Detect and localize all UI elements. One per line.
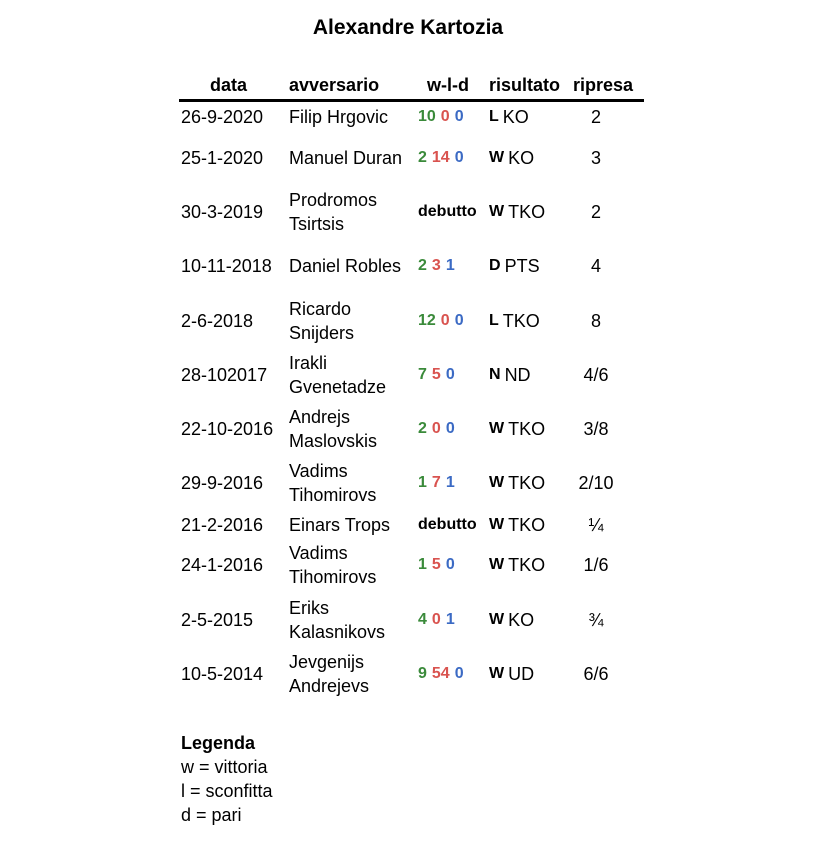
date-cell: 21-2-2016 (181, 515, 264, 535)
opponent-cell: Manuel Duran (289, 148, 403, 168)
result-letter: W (489, 420, 505, 437)
opponent-cell: Andrejs Maslovskis (289, 407, 378, 451)
losses-count: 14 (431, 149, 450, 166)
opponent-cell: Einars Trops (289, 515, 391, 535)
wins-count: 2 (418, 420, 427, 437)
wins-count: 2 (418, 149, 427, 166)
result-method: UD (508, 664, 535, 684)
table-row (0, 404, 816, 454)
legend-item-d: d = pari (181, 805, 242, 825)
losses-count: 0 (440, 312, 450, 329)
wins-count: 1 (418, 474, 427, 491)
result-cell (489, 458, 545, 508)
draws-count: 1 (445, 474, 455, 491)
round-cell: 2 (590, 107, 601, 127)
losses-count: 7 (431, 474, 441, 491)
draws-count: 1 (445, 611, 455, 628)
losses-count: 5 (431, 556, 441, 573)
result-cell (489, 404, 545, 454)
table-row (0, 540, 816, 590)
draws-count: 0 (445, 366, 455, 383)
losses-count: 5 (431, 366, 441, 383)
result-letter: W (489, 474, 505, 491)
opponent-cell: Ricardo Snijders (289, 299, 355, 343)
result-method: ND (504, 365, 531, 385)
opponent-cell: Daniel Robles (289, 256, 402, 276)
result-letter: W (489, 665, 505, 682)
date-cell: 10-5-2014 (181, 664, 264, 684)
result-cell (489, 512, 545, 538)
table-row (0, 649, 816, 699)
opponent-cell: Jevgenijs Andrejevs (289, 652, 370, 696)
result-cell (489, 350, 531, 400)
debut-label: debutto (418, 203, 477, 220)
result-cell (489, 595, 534, 645)
opponent-cell: Vadims Tihomirovs (289, 543, 377, 587)
result-cell (489, 241, 540, 291)
draws-count: 0 (445, 556, 455, 573)
draws-count: 0 (445, 420, 455, 437)
wld-cell (418, 595, 455, 645)
round-cell: 4/6 (583, 365, 609, 385)
wins-count: 1 (418, 556, 427, 573)
result-cell (489, 540, 545, 590)
legend-title: Legenda (181, 733, 256, 753)
losses-count: 0 (431, 611, 441, 628)
table-row (0, 458, 816, 508)
result-letter: W (489, 149, 505, 166)
wins-count: 12 (418, 312, 436, 329)
result-method: TKO (502, 311, 540, 331)
draws-count: 1 (445, 257, 455, 274)
opponent-cell: Prodromos Tsirtsis (289, 190, 378, 234)
debut-label: debutto (418, 516, 477, 533)
table-row (0, 296, 816, 346)
round-cell: 3/8 (583, 419, 609, 439)
opponent-cell: Irakli Gvenetadze (289, 353, 387, 397)
wld-cell (418, 540, 455, 590)
table-row (0, 595, 816, 645)
round-cell: 1/6 (583, 555, 609, 575)
date-cell: 30-3-2019 (181, 202, 264, 222)
date-cell: 28-102017 (181, 365, 268, 385)
wins-count: 2 (418, 257, 427, 274)
losses-count: 3 (431, 257, 441, 274)
result-method: TKO (508, 473, 546, 493)
result-cell (489, 104, 529, 130)
round-cell: 8 (590, 311, 601, 331)
result-cell (489, 296, 540, 346)
round-cell: 2/10 (578, 473, 614, 493)
header-ripresa: ripresa (573, 75, 634, 95)
result-method: TKO (508, 555, 546, 575)
legend-item-l: l = sconfitta (181, 781, 273, 801)
wld-cell (418, 649, 464, 699)
round-cell: ¼ (588, 515, 604, 535)
result-method: KO (508, 610, 535, 630)
opponent-cell: Filip Hrgovic (289, 107, 389, 127)
draws-count: 0 (454, 312, 464, 329)
wld-cell (418, 458, 455, 508)
round-cell: ¾ (588, 610, 604, 630)
date-cell: 22-10-2016 (181, 419, 274, 439)
losses-count: 0 (431, 420, 441, 437)
date-cell: 10-11-2018 (181, 256, 272, 276)
result-letter: N (489, 366, 501, 383)
round-cell: 6/6 (583, 664, 609, 684)
result-method: TKO (508, 202, 546, 222)
result-method: KO (502, 107, 529, 127)
result-cell (489, 187, 545, 237)
opponent-cell: Eriks Kalasnikovs (289, 598, 386, 642)
legend-item-w: w = vittoria (181, 757, 268, 777)
result-method: KO (508, 148, 535, 168)
losses-count: 54 (431, 665, 450, 682)
round-cell: 2 (590, 202, 601, 222)
result-method: PTS (504, 256, 540, 276)
draws-count: 0 (454, 108, 464, 125)
wld-cell (418, 296, 464, 346)
result-letter: L (489, 108, 499, 125)
round-cell: 4 (590, 256, 601, 276)
legend (181, 731, 273, 827)
wld-cell (418, 133, 464, 183)
header-risultato: risultato (489, 75, 561, 95)
wins-count: 9 (418, 665, 427, 682)
date-cell: 24-1-2016 (181, 555, 264, 575)
wld-cell (418, 404, 455, 454)
result-letter: W (489, 516, 505, 533)
result-letter: D (489, 257, 501, 274)
page-title: Alexandre Kartozia (312, 16, 504, 39)
table-row (0, 350, 816, 400)
result-cell (489, 133, 534, 183)
wld-cell (418, 512, 477, 538)
result-letter: W (489, 556, 505, 573)
draws-count: 0 (454, 665, 464, 682)
date-cell: 2-5-2015 (181, 610, 254, 630)
header-wld: w-l-d (427, 75, 469, 95)
wld-cell (418, 241, 455, 291)
wins-count: 7 (418, 366, 427, 383)
round-cell: 3 (590, 148, 601, 168)
table-row (0, 241, 816, 291)
result-method: TKO (508, 419, 546, 439)
result-cell (489, 649, 534, 699)
table-row (0, 512, 816, 538)
header-avversario: avversario (289, 75, 380, 95)
table-row (0, 133, 816, 183)
draws-count: 0 (454, 149, 464, 166)
result-letter: W (489, 611, 505, 628)
result-method: TKO (508, 515, 546, 535)
header-data: data (210, 75, 248, 95)
date-cell: 25-1-2020 (181, 148, 264, 168)
wld-cell (418, 350, 455, 400)
losses-count: 0 (440, 108, 450, 125)
table-row (0, 104, 816, 130)
opponent-cell: Vadims Tihomirovs (289, 461, 377, 505)
wld-cell (418, 187, 477, 237)
wins-count: 4 (418, 611, 427, 628)
wins-count: 10 (418, 108, 436, 125)
wld-cell (418, 104, 464, 130)
result-letter: W (489, 203, 505, 220)
date-cell: 26-9-2020 (181, 107, 264, 127)
date-cell: 29-9-2016 (181, 473, 264, 493)
table-row (0, 187, 816, 237)
result-letter: L (489, 312, 499, 329)
header-rule (179, 99, 644, 102)
date-cell: 2-6-2018 (181, 311, 254, 331)
